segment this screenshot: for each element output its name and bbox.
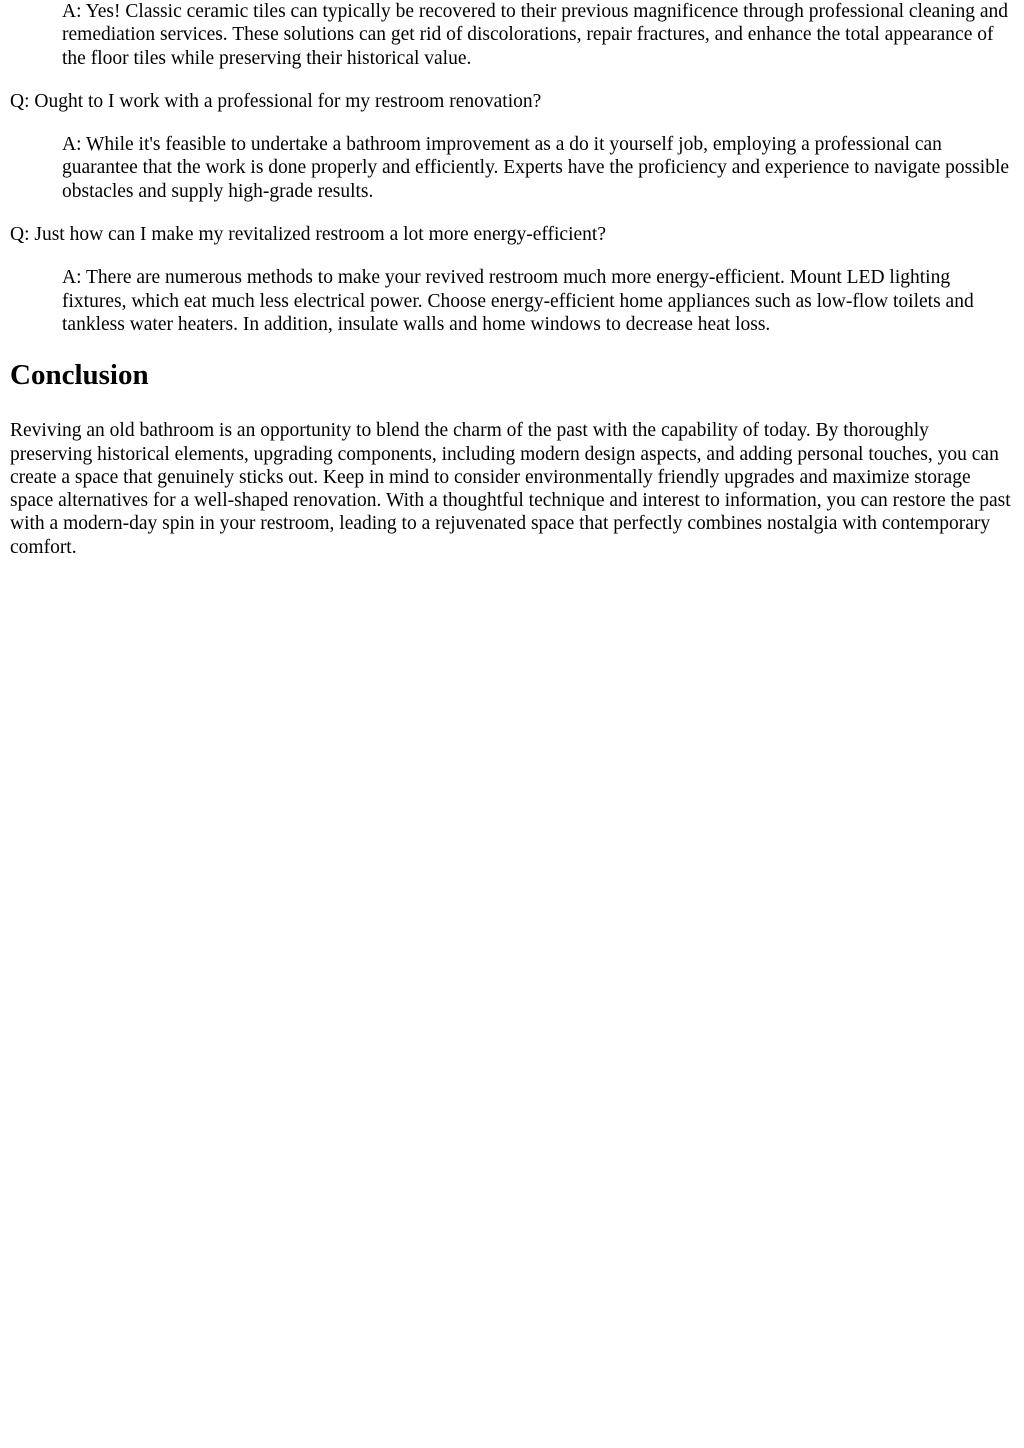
conclusion-paragraph: Reviving an old bathroom is an opportunity to blend the charm of the past with the capability of today. By thoroughly preserving historical elements, upgrading components, including modern design aspects, and adding personal touches, you can create a space that genuinely sticks out. Keep in mind to consider environmentally friendly upgrades and maximize storage space alternatives for a well-shaped renovation. With a thoughtful technique and interest to information, you can restore the past with a modern-day spin in your restroom, leading to a rejuvenated space that perfectly combines nostalgia with contemporary comfort. xyxy=(10,420,1011,558)
faq-answer-energy: A: There are numerous methods to make your revived restroom much more energy-efficient. Mount LED lighting fixtures, which eat much less electrical power. Choose energy-efficient home appliances such as low-flow toilets and tankless water heaters. In addition, insulate walls and home windows to decrease heat loss. xyxy=(62,267,974,335)
document-page xyxy=(0,0,1024,559)
faq-answer-professional: A: While it's feasible to undertake a bathroom improvement as a do it yourself job, employing a professional can guarantee that the work is done properly and efficiently. Experts have the proficiency and experience to navigate possible obstacles and supply high-grade results. xyxy=(62,134,1010,202)
faq-answer-tiles: A: Yes! Classic ceramic tiles can typically be recovered to their previous magnificence through professional cleaning and remediation services. These solutions can get rid of discolorations, repair fractures, and enhance the total appearance of the floor tiles while preserving their historical value. xyxy=(62,1,1008,69)
conclusion-heading: Conclusion xyxy=(10,359,149,392)
faq-question-energy: Q: Just how can I make my revitalized restroom a lot more energy-efficient? xyxy=(10,224,606,246)
faq-question-professional: Q: Ought to I work with a professional for my restroom renovation? xyxy=(10,90,542,112)
